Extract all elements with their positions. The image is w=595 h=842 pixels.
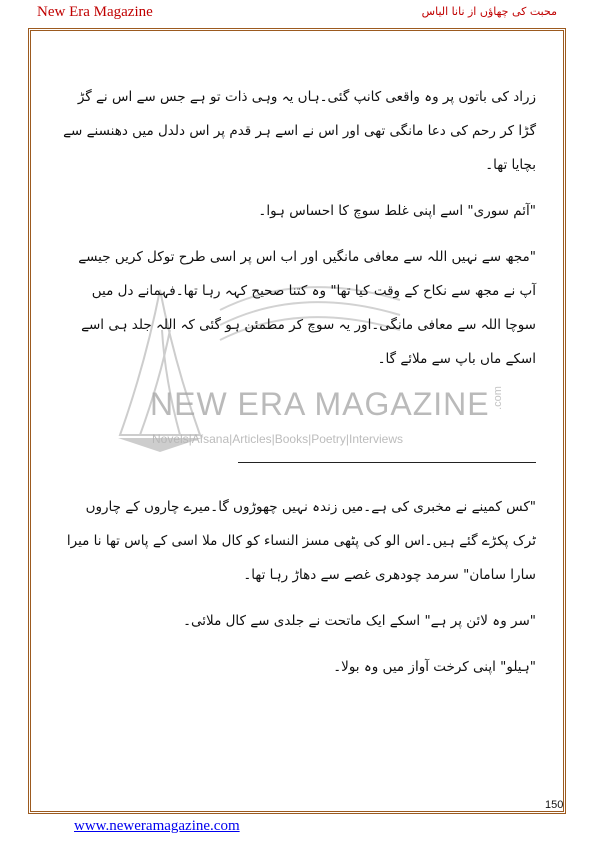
watermark-subtitle: Novels|Afsana|Articles|Books|Poetry|Interviews [152, 432, 404, 446]
paragraph-4: "کس کمینے نے مخبری کی ہے۔میں زندہ نہیں چھوڑوں گا۔میرے چاروں کے چاروں ٹرک پکڑے گئے ہیں۔اس الو کی پٹھی مسز النساء کو کال ملا اسی کے پاس تھا نا میرا سارا سامان" سرمد چودھری غصے سے دھاڑ رہا تھا۔ [66, 499, 536, 583]
story-text-bottom [62, 490, 536, 696]
watermark-domain: .com [491, 386, 504, 410]
magazine-name: New Era Magazine [37, 4, 153, 20]
paragraph-3: "مجھ سے نہیں اللہ سے معافی مانگیں اور اب اس پر اسی طرح توکل کریں جیسے آپ نے مجھ سے نکاح کے وقت کیا تھا" وہ کتنا صحیح کہہ رہا تھا۔فہمانے دل میں سوچا اللہ سے معافی مانگی۔اور یہ سوچ کر مطمئن ہو گئی کہ اللہ جلد ہی اسے اسکے ماں باپ سے ملائے گا۔ [78, 249, 536, 367]
paragraph-2: "آئم سوری" اسے اپنی غلط سوچ کا احساس ہوا۔ [258, 203, 536, 219]
story-text-top [62, 80, 536, 388]
paragraph-1: زراد کی باتوں پر وہ واقعی کانپ گئی۔ہاں یہ وہی ذات تو ہے جس سے اس نے گڑ گڑا کر رحم کی دعا مانگی تھی اور اس نے اسے ہر قدم پر اس دلدل میں دھنسنے سے بچایا تھا۔ [63, 89, 536, 173]
paragraph-6: "ہیلو" اپنی کرخت آواز میں وہ بولا۔ [333, 659, 536, 675]
book-title: محبت کی چھاؤں از نانا الیاس [421, 5, 557, 18]
scene-divider [238, 462, 536, 463]
page-number: 150 [545, 799, 564, 811]
website-link[interactable]: www.neweramagazine.com [74, 818, 240, 834]
paragraph-5: "سر وہ لائن پر ہے" اسکے ایک ماتحت نے جلدی سے کال ملائی۔ [183, 613, 536, 629]
watermark-title: NEW ERA MAGAZINE [150, 386, 490, 422]
